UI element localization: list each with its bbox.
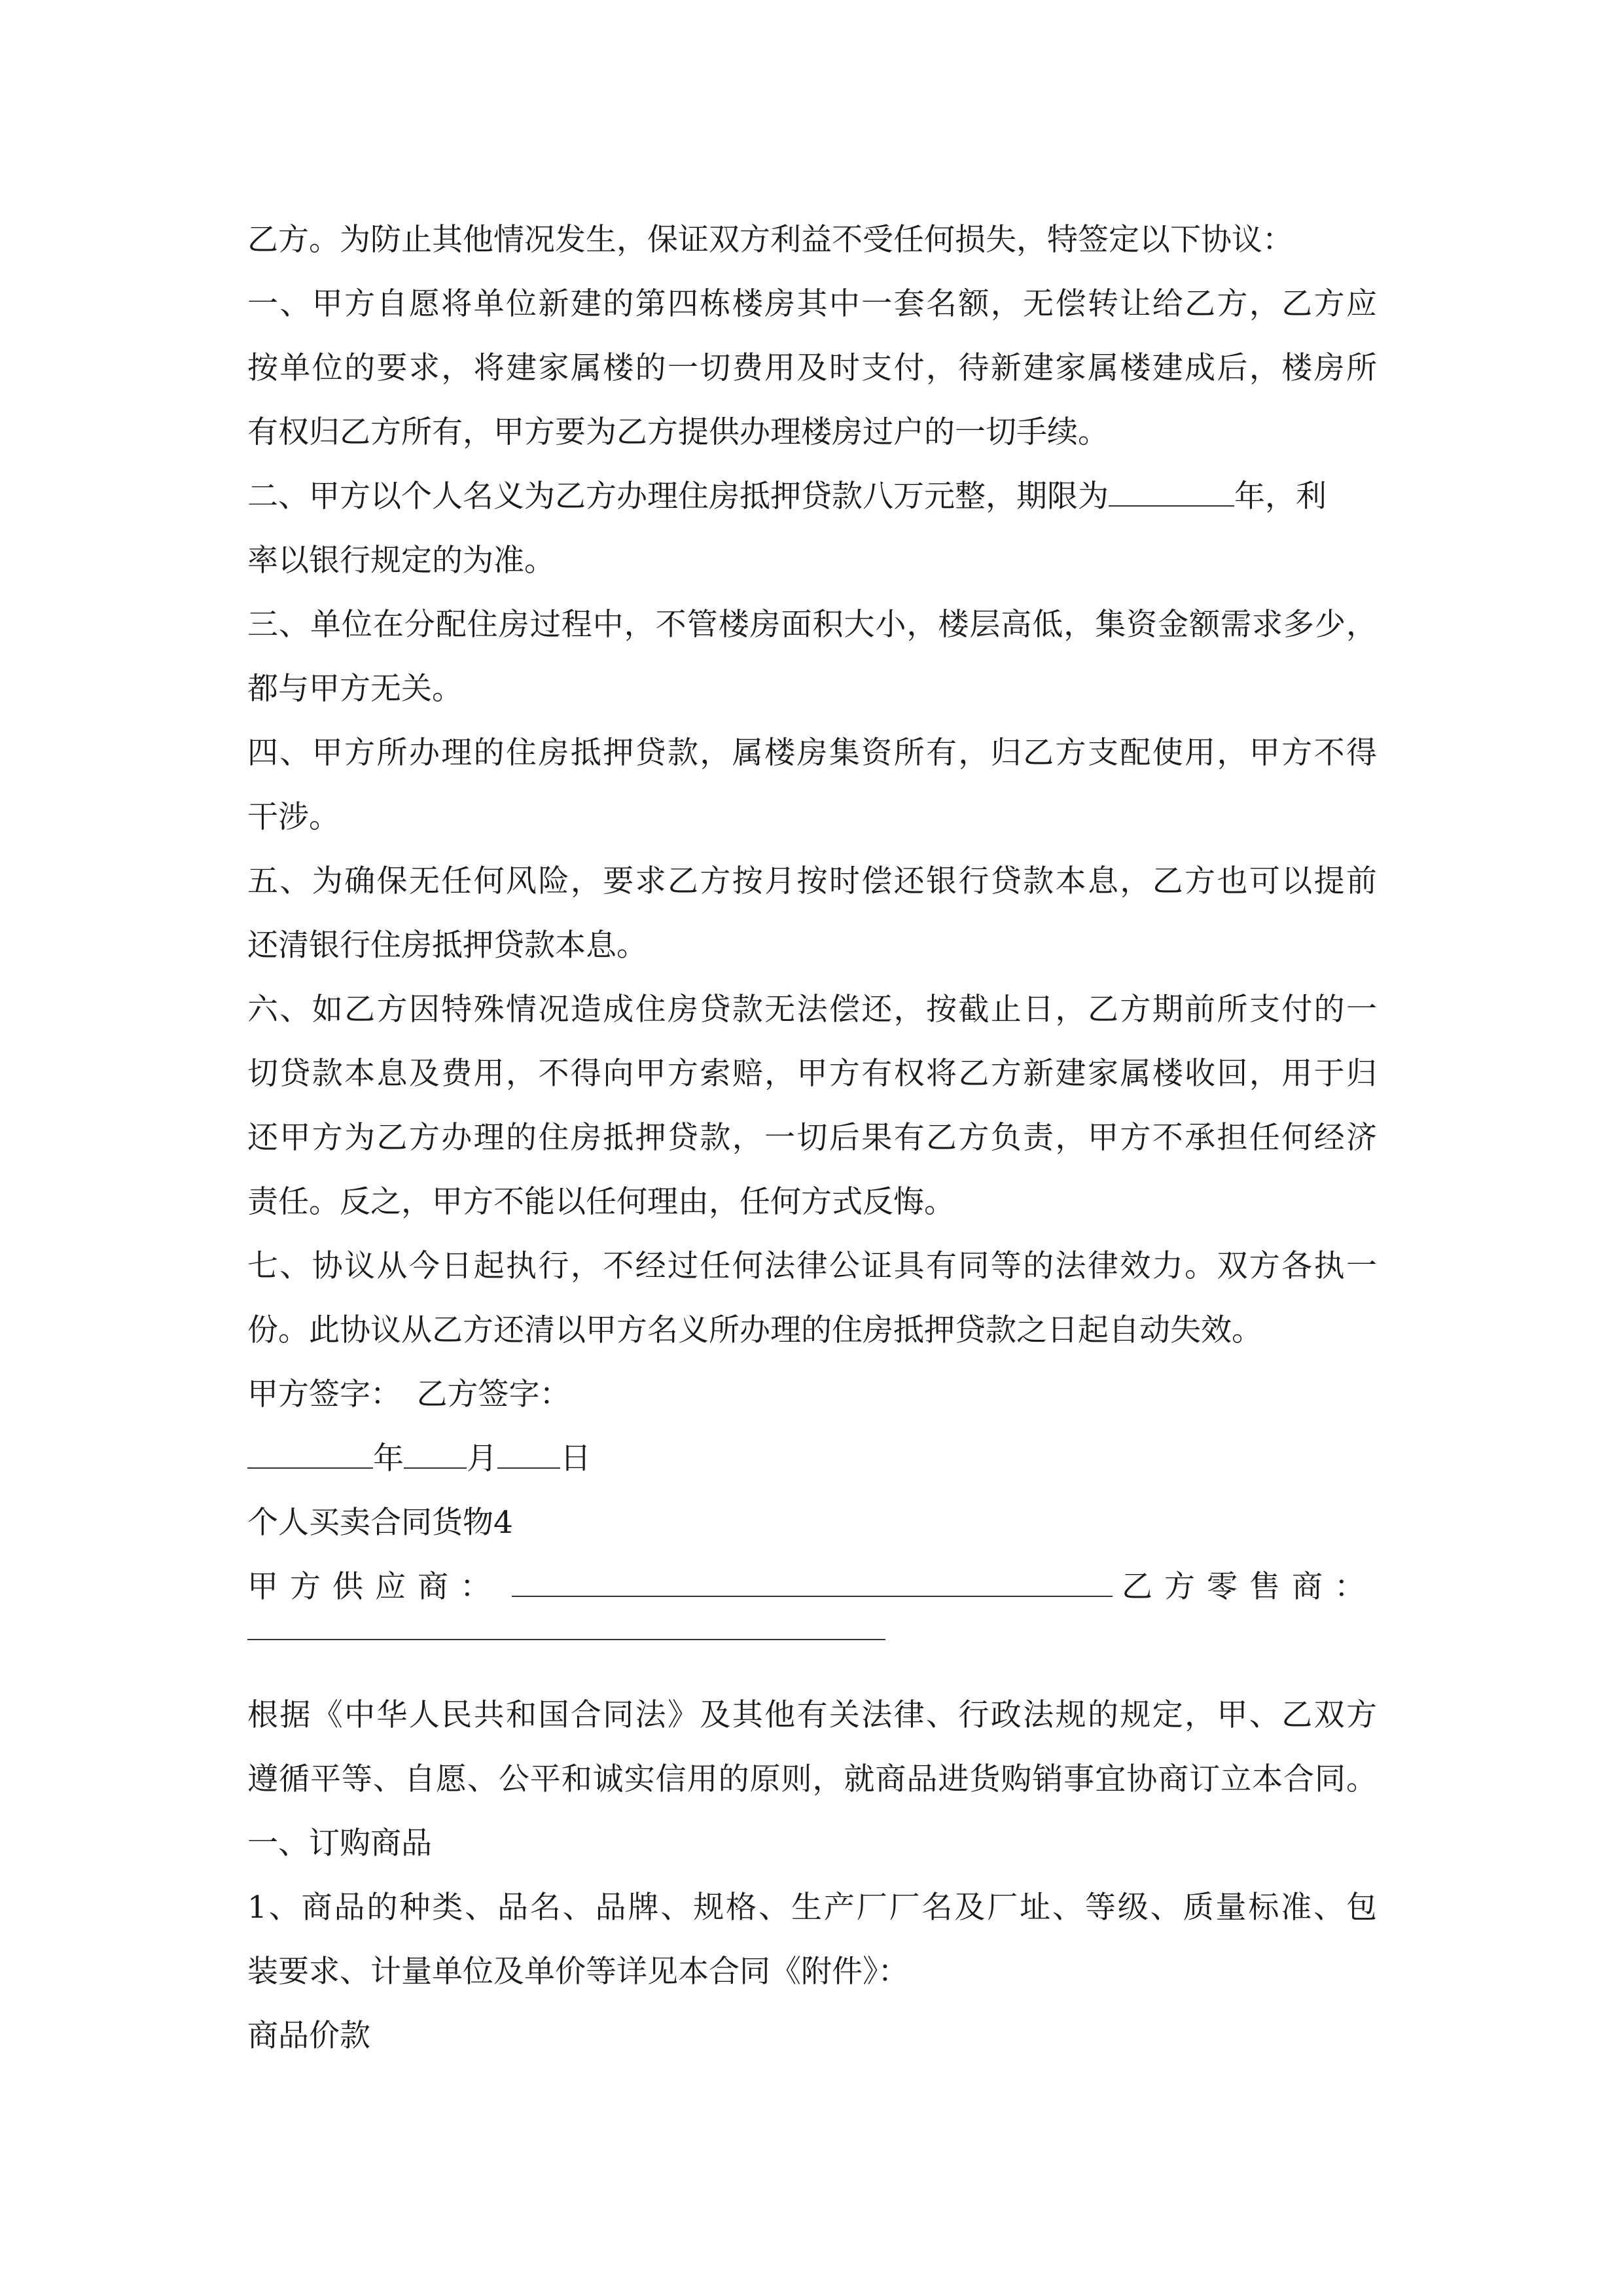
parties-line: [247, 1555, 1377, 1619]
day-blank: [497, 1433, 560, 1469]
year-label: 年: [373, 1441, 404, 1477]
date-line: [247, 1427, 1377, 1491]
text-line: 乙方。为防止其他情况发生，保证双方利益不受任何损失，特签定以下协议：: [247, 222, 1293, 258]
retailer-blank: [247, 1639, 885, 1640]
text-line: 有权归乙方所有，甲方要为乙方提供办理楼房过户的一切手续。: [247, 414, 1109, 450]
year-blank: [247, 1433, 373, 1469]
text-line: 根据《中华人民共和国合同法》及其他有关法律、行政法规的规定，甲、乙双方: [247, 1697, 1377, 1733]
text-line: 责任。反之，甲方不能以任何理由，任何方式反悔。: [247, 1184, 955, 1220]
text-line: 商品价款: [247, 2018, 370, 2054]
text-line: 按单位的要求，将建家属楼的一切费用及时支付，待新建家属楼建成后，楼房所: [247, 350, 1377, 386]
text-line: 遵循平等、自愿、公平和诚实信用的原则，就商品进货购销事宜协商订立本合同。: [247, 1761, 1377, 1797]
text-line: 1、商品的种类、品名、品牌、规格、生产厂厂名及厂址、等级、质量标准、包: [247, 1890, 1377, 1926]
day-label: 日: [560, 1441, 591, 1477]
document-page: [247, 208, 1377, 2068]
text-line: 份。此协议从乙方还清以甲方名义所办理的住房抵押贷款之日起自动失效。: [247, 1312, 1262, 1348]
text-line: 装要求、计量单位及单价等详见本合同《附件》：: [247, 1954, 909, 1990]
text-line: 率以银行规定的为准。: [247, 543, 555, 579]
retailer-label: 乙方零售商：: [1122, 1569, 1377, 1605]
text-line: 还清银行住房抵押贷款本息。: [247, 927, 647, 963]
retailer-blank-line: [247, 1619, 1377, 1683]
supplier-label: 甲方供应商：: [247, 1569, 503, 1605]
text-line: 切贷款本息及费用，不得向甲方索赔，甲方有权将乙方新建家属楼收回，用于归: [247, 1056, 1377, 1092]
clause-2-line: [247, 465, 1377, 529]
month-label: 月: [467, 1441, 497, 1477]
month-blank: [404, 1433, 467, 1469]
term-years-blank: [1109, 471, 1234, 507]
section-heading: 一、订购商品: [247, 1825, 432, 1861]
signature-line: 甲方签字： 乙方签字：: [247, 1376, 571, 1412]
text-line: 六、如乙方因特殊情况造成住房贷款无法偿还，按截止日，乙方期前所支付的一: [247, 992, 1377, 1028]
text-line: 三、单位在分配住房过程中，不管楼房面积大小，楼层高低，集资金额需求多少，: [247, 607, 1377, 643]
text-line: 四、甲方所办理的住房抵押贷款，属楼房集资所有，归乙方支配使用，甲方不得: [247, 735, 1377, 771]
text-line: 七、协议从今日起执行，不经过任何法律公证具有同等的法律效力。双方各执一: [247, 1248, 1377, 1284]
text-line: 五、为确保无任何风险，要求乙方按月按时偿还银行贷款本息，乙方也可以提前: [247, 863, 1377, 899]
text-line: 一、甲方自愿将单位新建的第四栋楼房其中一套名额，无偿转让给乙方，乙方应: [247, 286, 1377, 322]
contract-title: 个人买卖合同货物4: [247, 1505, 513, 1541]
text-line: 干涉。: [247, 799, 340, 835]
clause-2-text-end: 年，利: [1234, 478, 1327, 514]
clause-2-text: 二、甲方以个人名义为乙方办理住房抵押贷款八万元整，期限为: [247, 478, 1109, 514]
supplier-blank: [512, 1562, 1113, 1597]
text-line: 还甲方为乙方办理的住房抵押贷款，一切后果有乙方负责，甲方不承担任何经济: [247, 1120, 1377, 1156]
text-line: 都与甲方无关。: [247, 671, 463, 707]
